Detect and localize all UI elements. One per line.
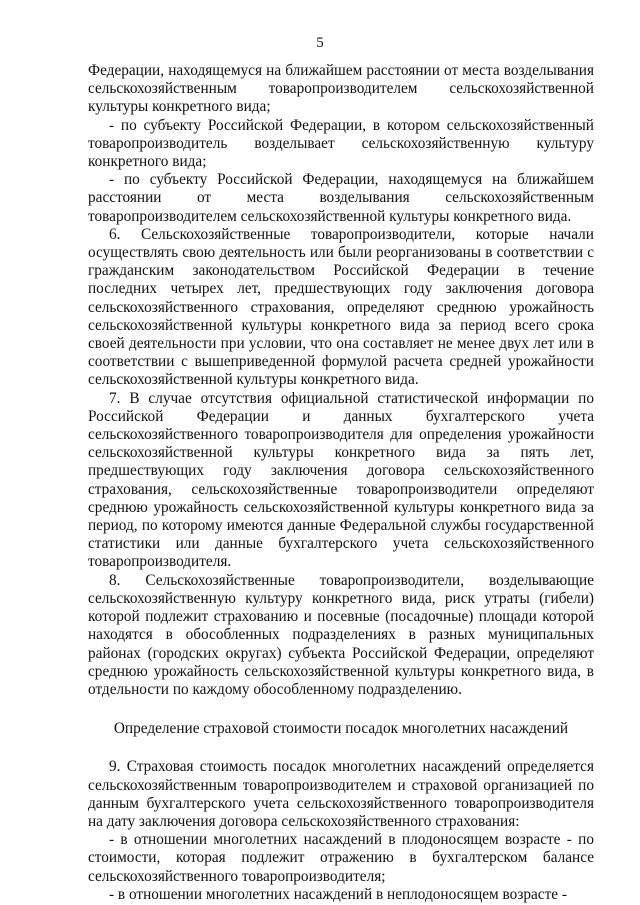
section-heading: Определение страховой стоимости посадок многолетних насаждений: [113, 720, 569, 738]
paragraph-item-6: 6. Сельскохозяйственные товаропроизводители, которые начали осуществлять свою деятельность или были реорганизованы в соответствии с гражданским законодательством Российской Федерации в течение последних четырех лет, предшествующих году заключения договора сельскохозяйственного страхования, определяют среднюю урожайность сельскохозяйственной культуры конкретного вида за период всего срока своей деятельности при условии, что она составляет не менее двух лет или в соответствии с вышеприведенной формулой расчета средней урожайности сельскохозяйственной культуры конкретного вида.: [88, 225, 594, 389]
list-item-nearest-subject: - по субъекту Российской Федерации, находящемуся на ближайшем расстоянии от места возделывания сельскохозяйственным товаропроизводителем сельскохозяйственной культуры конкретного вида.: [88, 171, 594, 225]
paragraph-item-8: 8. Сельскохозяйственные товаропроизводители, возделывающие сельскохозяйственную культуру конкретного вида, риск утраты (гибели) которой подлежит страхованию и посевные (посадочные) площади которой находятся в обособленных подразделениях в разных муниципальных районах (городских округах) субъекта Российской Федерации, определяют среднюю урожайность сельскохозяйственной культуры конкретного вида, в отдельности по каждому обособленному подразделению.: [88, 571, 594, 698]
list-item-fruit-bearing: - в отношении многолетних насаждений в плодоносящем возрасте - по стоимости, которая подлежит отражению в бухгалтерском балансе сельскохозяйственного товаропроизводителя;: [88, 831, 594, 885]
list-item-non-fruit-bearing: - в отношении многолетних насаждений в неплодоносящем возрасте -: [109, 885, 567, 903]
list-item-subject-region: - по субъекту Российской Федерации, в котором сельскохозяйственный товаропроизводитель возделывает сельскохозяйственную культуру конкретного вида;: [88, 116, 594, 171]
document-body: [88, 62, 594, 904]
paragraph-item-9: 9. Страховая стоимость посадок многолетних насаждений определяется сельскохозяйственным товаропроизводителем и страховой организацией по данным бухгалтерского учета сельскохозяйственного товаропроизводителя на дату заключения договора сельскохозяйственного страхования:: [88, 758, 594, 830]
paragraph-continuation: Федерации, находящемуся на ближайшем расстоянии от места возделывания сельскохозяйственным товаропроизводителем сельскохозяйственной культуры конкретного вида;: [88, 62, 594, 116]
paragraph-item-7: 7. В случае отсутствия официальной статистической информации по Российской Федерации и данных бухгалтерского учета сельскохозяйственного товаропроизводителя для определения урожайности сельскохозяйственной культуры конкретного вида за пять лет, предшествующих году заключения договора сельскохозяйственного страхования, сельскохозяйственные товаропроизводители определяют среднюю урожайность сельскохозяйственной культуры конкретного вида за период, по которому имеются данные Федеральной службы государственной статистики или данные бухгалтерского учета сельскохозяйственного товаропроизводителя.: [88, 389, 594, 571]
page-number: 5: [316, 35, 324, 51]
